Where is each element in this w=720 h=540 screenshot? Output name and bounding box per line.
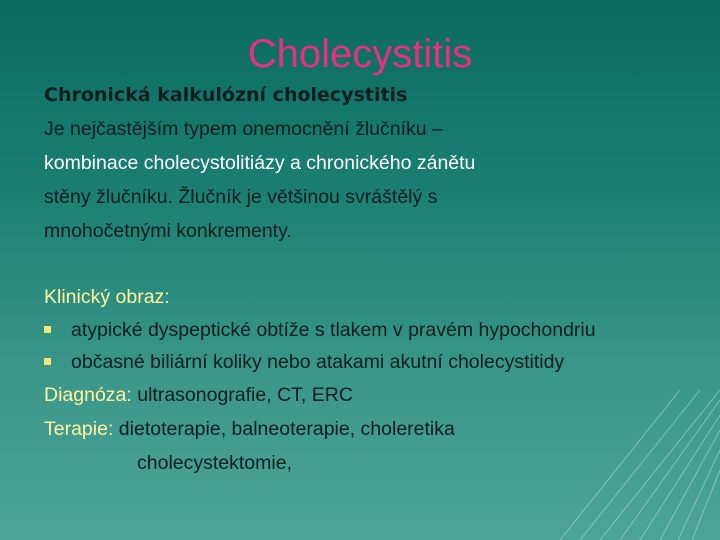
- bullet-item: [44, 314, 714, 346]
- therapy-label: Terapie:: [44, 418, 114, 440]
- bullet-square-icon: [44, 326, 51, 333]
- paragraph-line: stěny žlučníku. Žlučník je většinou svráštělý s: [44, 186, 438, 208]
- therapy-value-continued: cholecystektomie,: [137, 452, 292, 474]
- diagnosis-line: [44, 378, 714, 412]
- subtitle: Chronická kalkulózní cholecystitis: [44, 84, 408, 106]
- slide-title: Cholecystitis: [247, 32, 473, 76]
- bullet-item: [44, 346, 714, 378]
- therapy-value: dietoterapie, balneoterapie, choleretika: [113, 418, 455, 440]
- diagnosis-label: Diagnóza:: [44, 384, 132, 406]
- bullet-text: občasné biliární koliky nebo atakami akutní cholecystitidy: [71, 351, 565, 373]
- slide-content: [44, 78, 714, 480]
- bullet-square-icon: [44, 358, 51, 365]
- diagnosis-value: ultrasonografie, CT, ERC: [131, 384, 353, 406]
- therapy-line: [44, 412, 714, 446]
- paragraph-line: Je nejčastějším typem onemocnění žlučníku –: [44, 118, 443, 140]
- clinical-label: Klinický obraz:: [44, 286, 170, 308]
- bullet-text: atypické dyspeptické obtíže s tlakem v pravém hypochondriu: [71, 319, 596, 341]
- paragraph-line: kombinace cholecystolitiázy a chronického zánětu: [44, 152, 476, 174]
- paragraph-line: mnohočetnými konkrementy.: [44, 220, 292, 242]
- description-paragraph: [44, 112, 714, 248]
